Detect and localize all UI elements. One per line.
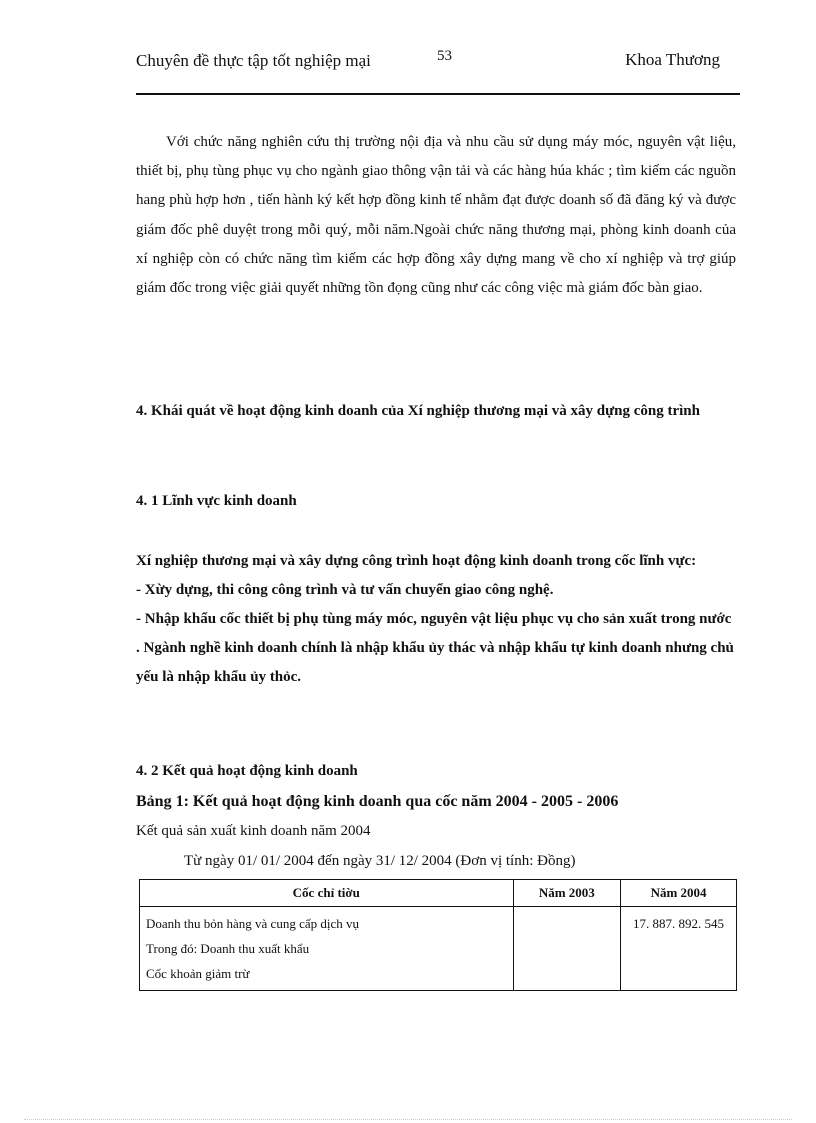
table-title: Bảng 1: Kết quả hoạt động kinh doanh qua cốc năm 2004 - 2005 - 2006 <box>136 793 619 810</box>
section-4-1-item-construction: - Xừy dựng, thi công công trình và tư vấn chuyển giao công nghệ. <box>136 582 554 598</box>
page-number: 53 <box>437 48 452 64</box>
header-year-2003: Năm 2003 <box>513 880 621 907</box>
header-department: Khoa Thương <box>625 50 720 69</box>
value-2003-cell <box>513 907 621 991</box>
section-4-1-intro: Xí nghiệp thương mại và xây dựng công trình hoạt động kinh doanh trong cốc lĩnh vực: <box>136 553 697 569</box>
page-bottom-border <box>24 1119 792 1120</box>
section-4-1-body <box>136 547 736 692</box>
value-2004-cell: 17. 887. 892. 545 <box>621 907 737 991</box>
header-year-2004: Năm 2004 <box>621 880 737 907</box>
row-label-export-revenue: Trong đó: Doanh thu xuất khẩu <box>146 941 310 956</box>
header-title: Chuyên đề thực tập tốt nghiệp mại <box>136 51 371 70</box>
row-labels-cell <box>140 907 514 991</box>
row-label-revenue: Doanh thu bỏn hàng và cung cấp dịch vụ <box>146 916 360 931</box>
page-header <box>136 48 740 94</box>
section-4-1-heading: 4. 1 Lĩnh vực kinh doanh <box>136 493 297 509</box>
table-header-row <box>140 880 737 907</box>
section-4-2-heading: 4. 2 Kết quả hoạt động kinh doanh <box>136 763 358 779</box>
header-indicator: Cốc chỉ tiờu <box>140 880 514 907</box>
table-subtitle: Kết quả sản xuất kinh doanh năm 2004 <box>136 823 371 839</box>
section-4-heading: 4. Khái quát về hoạt động kinh doanh của Xí nghiệp thương mại và xây dựng công trình <box>136 403 700 419</box>
section-4-1-item-import: - Nhập khẩu cốc thiết bị phụ tùng máy móc, nguyên vật liệu phục vụ cho sản xuất trong nước . Ngành nghề kinh doanh chính là nhập khẩu ủy thác và nhập khẩu tự kinh doanh nhưng chủ yếu là nhập khẩu ủy thỏc. <box>136 611 734 685</box>
results-table <box>139 879 737 991</box>
header-divider <box>136 93 740 95</box>
row-label-deductions: Cốc khoản giảm trừ <box>146 966 250 981</box>
intro-paragraph: Với chức năng nghiên cứu thị trường nội địa và nhu cầu sử dụng máy móc, nguyên vật liệu, thiết bị, phụ tùng phục vụ cho ngành giao thông vận tải và các hàng húa khác ; tìm kiếm các nguồn hang phù hợp hơn , tiến hành ký kết hợp đồng kinh tế nhằm đạt được doanh số đã đăng ký và được giám đốc phê duyệt trong mỗi quý, mỗi năm.Ngoài chức năng thương mại, phòng kinh doanh của xí nghiệp còn có chức năng tìm kiếm các hợp đồng xây dựng mang về cho xí nghiệp và trợ giúp giám đốc trong việc giải quyết những tồn đọng cũng như các công việc mà giám đốc bàn giao. <box>136 134 736 297</box>
table-date-range: Từ ngày 01/ 01/ 2004 đến ngày 31/ 12/ 2004 (Đơn vị tính: Đồng) <box>184 853 576 869</box>
table-row <box>140 907 737 991</box>
